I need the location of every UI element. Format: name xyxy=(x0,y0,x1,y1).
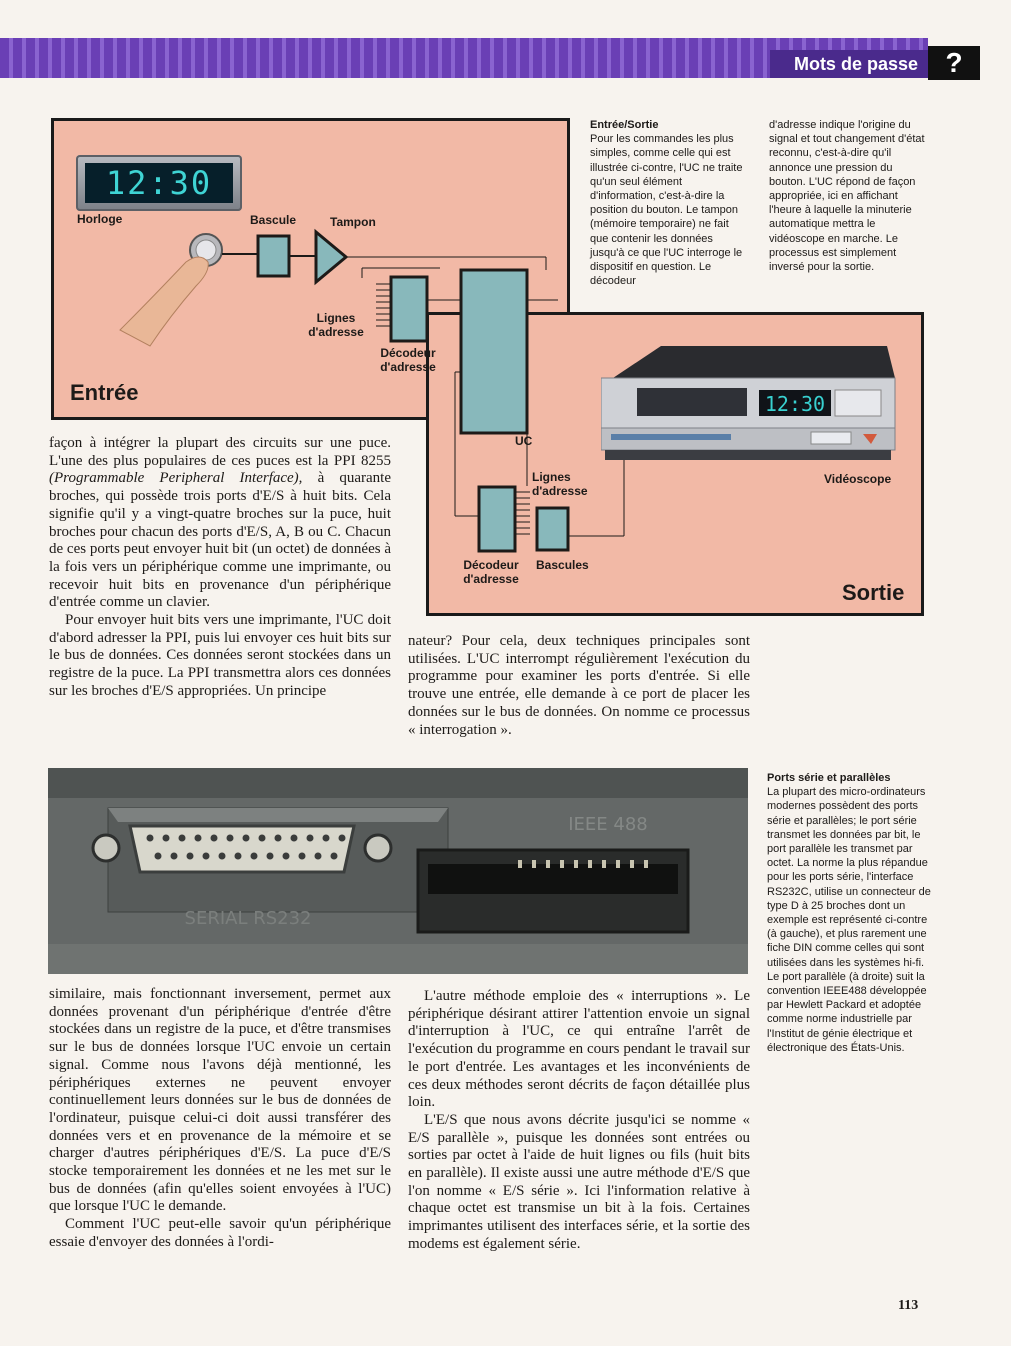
section-title: Mots de passe xyxy=(770,50,928,78)
input-decoder-label: Décodeur d'adresse xyxy=(380,346,436,374)
output-decoder-label: Décodeur d'adresse xyxy=(463,558,519,586)
text-col2-bottom xyxy=(408,988,750,1254)
paragraph-serial-parallel: L'E/S que nous avons décrite jusqu'ici se nomme « E/S parallèle », puisque les données sont entrées ou sorties par octet à l'aide de huit lignes ou fils (huit bits en parallèle). Il existe aussi une autre méthode d'E/S que l'on nomme « E/S série ». Ici l'information relative à chaque octet est transmise un bit à la fois. Certaines imprimantes utilisent des interfaces série, et la sortie des modems est également série. xyxy=(408,1111,750,1252)
page-number: 113 xyxy=(898,1298,919,1313)
clock-display xyxy=(76,155,242,211)
paragraph-printer: Pour envoyer huit bits vers une imprimante, l'UC doit d'abord adresser la PPI, puis lui envoyer ces huit bits sur le bus de données. Ces données seront stockées dans un registre de la puce. La PPI transmettra alors ces données sur les broches d'E/S appropriées. Un principe xyxy=(49,612,391,699)
ppi-fullname: (Programmable Peripheral Interface), xyxy=(49,470,303,487)
clock-time: 12:30 xyxy=(85,163,233,203)
cpu-label: UC xyxy=(515,434,533,448)
output-title: Sortie xyxy=(842,580,905,605)
paragraph-ppi-intro: façon à intégrer la plupart des circuits sur une puce. L'une des plus populaires de ces puces est la PPI 8255 xyxy=(49,435,391,469)
ports-sidebar-text-2: Le port parallèle (à droite) suit la convention IEEE488 développée par Hewlett Packard et adoptée comme norme industrielle par l'Institut de génie électrique et électronique des États-Unis. xyxy=(767,970,927,1054)
address-lines-label-out: Lignes d'adresse xyxy=(532,470,588,498)
vcr-label: Vidéoscope xyxy=(824,472,892,486)
paragraph-ppi-ports: à quarante broches, qui possède trois ports d'E/S à huit bits. Cela signifie qu'il y a vingt-quatre broches sur la puce, huit broches pour chacun des ports d'E/S, A, B ou C. Chacun de ces ports peut envoyer huit bit (un octet) de données à la fois vers un périphérique comme une imprimante, ou recevoir huit bits en provenance d'un périphérique d'entrée comme un clavier. xyxy=(49,470,391,611)
clock-label: Horloge xyxy=(77,212,123,226)
buffer-label: Tampon xyxy=(330,215,376,229)
io-sidebar-col2 xyxy=(769,118,931,274)
paragraph-interrupts: L'autre méthode emploie des « interruptions ». Le périphérique désirant attirer l'attention envoie un signal d'interruption à l'UC, ce qui entraîne l'arrêt de l'exécution du programme en cours pendant le travail sur le port d'entrée. Les avantages et les inconvénients de ces deux méthodes seront décrits de façon détaillée plus loin. xyxy=(408,988,750,1111)
ports-sidebar-text: La plupart des micro-ordinateurs modernes possèdent des ports série et parallèles; le port série transmet les données par bit, le port parallèle les transmet par octet. La norme la plus répandue pour les ports série, l'interface RS232C, utilise un connecteur de type D à 25 broches dont un exemple est représenté ci-contre (à gauche), et plus rarement une fiche DIN comme celles qui sont utilisées dans les systèmes hi-fi. xyxy=(767,786,931,969)
text-col1-bottom xyxy=(49,986,391,1252)
input-title: Entrée xyxy=(70,380,139,405)
vcr-image xyxy=(601,342,897,466)
paragraph-input-register: similaire, mais fonctionnant inversement, permet aux données provenant d'un périphérique d'entrée d'être stockées dans un registre de la puce, et d'être transmises sur le bus de données lorsque l'UC envoie un certain signal. Comme nous l'avons déjà mentionné, les périphériques externes ne peuvent envoyer continuellement leurs données sur le bus de données de l'ordinateur, puisque celui-ci doit aussi transférer des données vers et en provenance de la mémoire et se charger d'autres périphériques d'E/S. La puce d'E/S stocke temporairement les données et ne les met sur le bus de données (afin qu'elles soient envoyées à l'UC) que lorsque l'UC le demande. xyxy=(49,986,391,1215)
ports-sidebar xyxy=(767,771,931,1055)
io-sidebar-col1 xyxy=(590,118,750,288)
latch-label: Bascule xyxy=(250,213,297,227)
ieee488-label: IEEE 488 xyxy=(568,814,648,835)
io-sidebar-text-1: Pour les commandes les plus simples, comme celle qui est illustrée ci-contre, l'UC ne traite qu'un seul élément d'information, c'est-à-dire la position du bouton. Le tampon (mémoire temporaire) ne fait que contenir les données jusqu'à ce que l'UC interroge le dispositif en question. Le décodeur xyxy=(590,133,743,288)
ports-sidebar-title: Ports série et parallèles xyxy=(767,772,891,784)
panel-join xyxy=(430,316,567,417)
text-col2-top xyxy=(408,633,750,739)
question-mark-badge: ? xyxy=(928,46,980,80)
paragraph-polling: nateur? Pour cela, deux techniques principales sont utilisées. L'UC interrompt régulièrement l'exécution du programme pour examiner les ports d'entrée. Si elle trouve une entrée, elle demande à ce port de placer les données sur le bus de données. On nomme ce processus « interrogation ». xyxy=(408,633,750,738)
text-col1-top xyxy=(49,435,391,701)
io-sidebar-title: Entrée/Sortie xyxy=(590,119,659,131)
ports-photo xyxy=(48,768,748,974)
io-sidebar-text-2: d'adresse indique l'origine du signal et tout changement d'état reconnu, c'est-à-dire qu'il annonce une pression du bouton. L'UC répond de façon appropriée, ici en affichant l'heure à laquelle la minuterie automatique mettra le vidéoscope en marche. Le processus est simplement inversé pour la sortie. xyxy=(769,119,925,274)
address-lines-label-in: Lignes d'adresse xyxy=(308,311,364,339)
output-latches-label: Bascules xyxy=(536,558,589,572)
paragraph-how-cpu-knows: Comment l'UC peut-elle savoir qu'un périphérique essaie d'envoyer des données à l'ordi- xyxy=(49,1216,391,1250)
vcr-time: 12:30 xyxy=(764,392,826,416)
rs232-label: SERIAL RS232 xyxy=(184,908,312,929)
